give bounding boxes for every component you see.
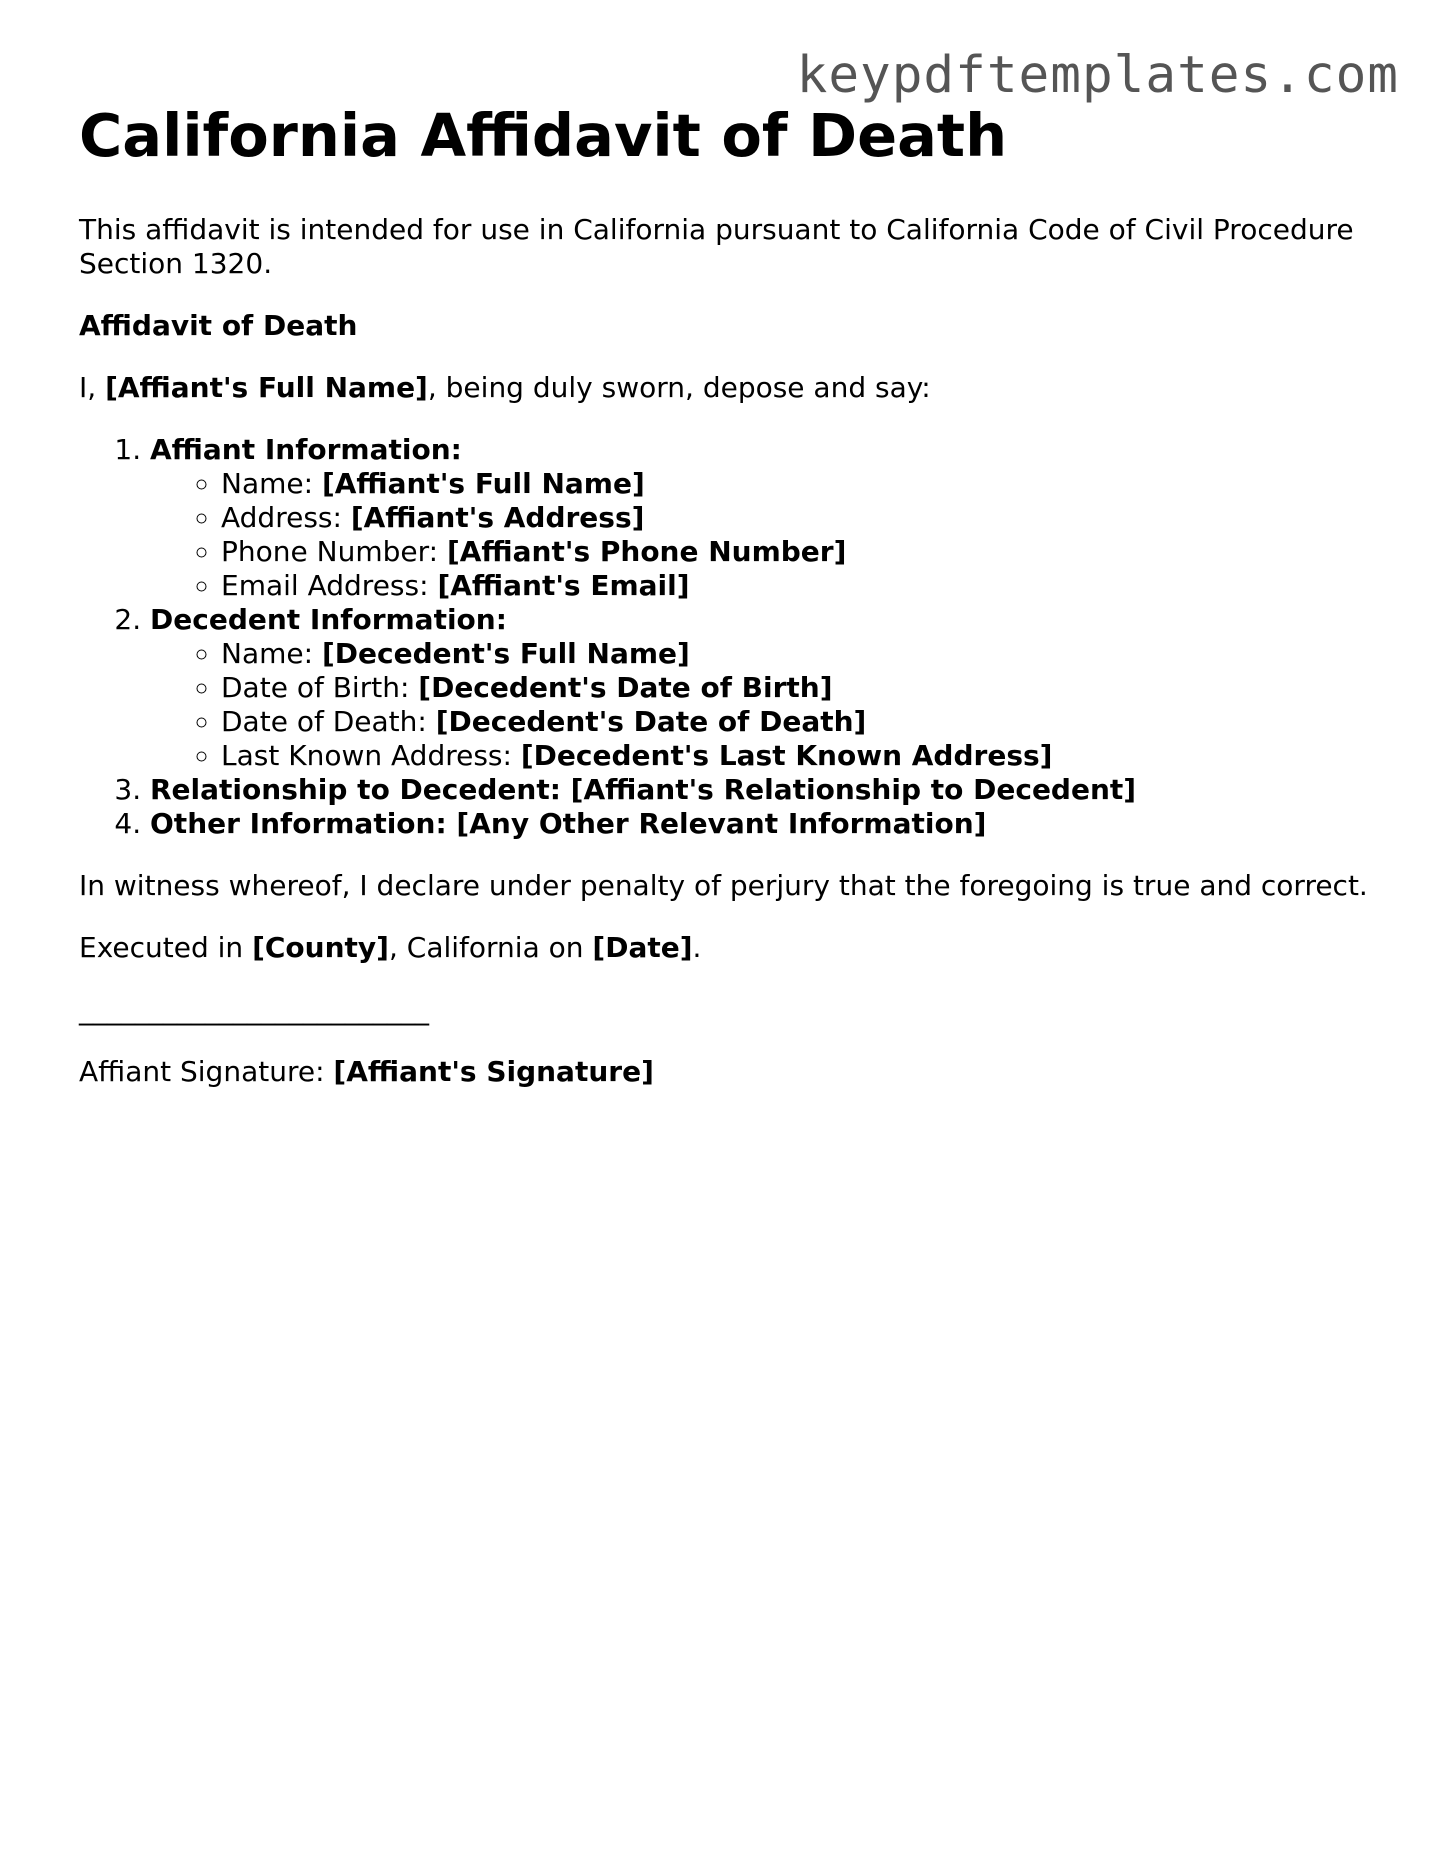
field-value: [Affiant's Full Name]	[321, 467, 645, 500]
signature-label: Affiant Signature:	[79, 1055, 334, 1088]
field-label: Date of Birth:	[221, 671, 419, 704]
field-value: [Decedent's Date of Birth]	[418, 671, 833, 704]
field-value: [Decedent's Last Known Address]	[520, 739, 1053, 772]
section-other-information	[150, 807, 1379, 841]
section-heading: Other Information: [Any Other Relevant Information]	[150, 807, 987, 840]
list-item	[221, 569, 1379, 603]
affiant-info-list	[150, 467, 1379, 603]
field-label: Name:	[221, 637, 322, 670]
executed-suffix: .	[692, 931, 702, 964]
field-label: Phone Number:	[221, 535, 447, 568]
witness-paragraph: In witness whereof, I declare under penalty of perjury that the foregoing is true and correct.	[79, 869, 1368, 902]
field-value: [Decedent's Date of Death]	[435, 705, 867, 738]
section-relationship	[150, 773, 1379, 807]
list-item	[221, 705, 1379, 739]
oath-prefix: I,	[79, 371, 106, 404]
watermark: keypdftemplates.com	[796, 46, 1399, 105]
field-label: Name:	[221, 467, 322, 500]
section-decedent-information	[150, 603, 1379, 773]
intro-paragraph: This affidavit is intended for use in California pursuant to California Code of Civil Procedure Section 1320.	[79, 213, 1354, 280]
document-title: California Affidavit of Death	[79, 101, 1008, 170]
document-page	[79, 96, 1379, 1117]
affidavit-subtitle: Affidavit of Death	[79, 309, 358, 342]
signature-paragraph	[79, 1055, 1379, 1089]
oath-affiant-name: [Affiant's Full Name]	[105, 371, 428, 404]
section-affiant-information	[150, 433, 1379, 603]
executed-date: [Date]	[592, 931, 693, 964]
field-label: Email Address:	[221, 569, 438, 602]
oath-suffix: , being duly sworn, depose and say:	[427, 371, 931, 404]
affidavit-sections	[79, 433, 1379, 841]
field-value: [Decedent's Full Name]	[321, 637, 690, 670]
field-label: Last Known Address:	[221, 739, 521, 772]
list-item	[221, 739, 1379, 773]
decedent-info-list	[150, 637, 1379, 773]
field-value: [Affiant's Address]	[350, 501, 645, 534]
signature-value: [Affiant's Signature]	[333, 1055, 654, 1088]
field-label: Address:	[221, 501, 351, 534]
list-item	[221, 467, 1379, 501]
signature-line: _________________________	[79, 993, 429, 1026]
list-item	[221, 671, 1379, 705]
executed-prefix: Executed in	[79, 931, 253, 964]
executed-county: [County]	[252, 931, 389, 964]
field-value: [Affiant's Email]	[437, 569, 690, 602]
field-value: [Affiant's Phone Number]	[446, 535, 847, 568]
field-label: Date of Death:	[221, 705, 436, 738]
list-item	[221, 501, 1379, 535]
list-item	[221, 637, 1379, 671]
executed-paragraph	[79, 931, 1379, 965]
section-heading: Affiant Information:	[150, 433, 462, 466]
section-heading: Relationship to Decedent: [Affiant's Relationship to Decedent]	[150, 773, 1137, 806]
section-heading: Decedent Information:	[150, 603, 507, 636]
list-item	[221, 535, 1379, 569]
oath-paragraph	[79, 371, 1379, 405]
executed-middle: , California on	[388, 931, 593, 964]
